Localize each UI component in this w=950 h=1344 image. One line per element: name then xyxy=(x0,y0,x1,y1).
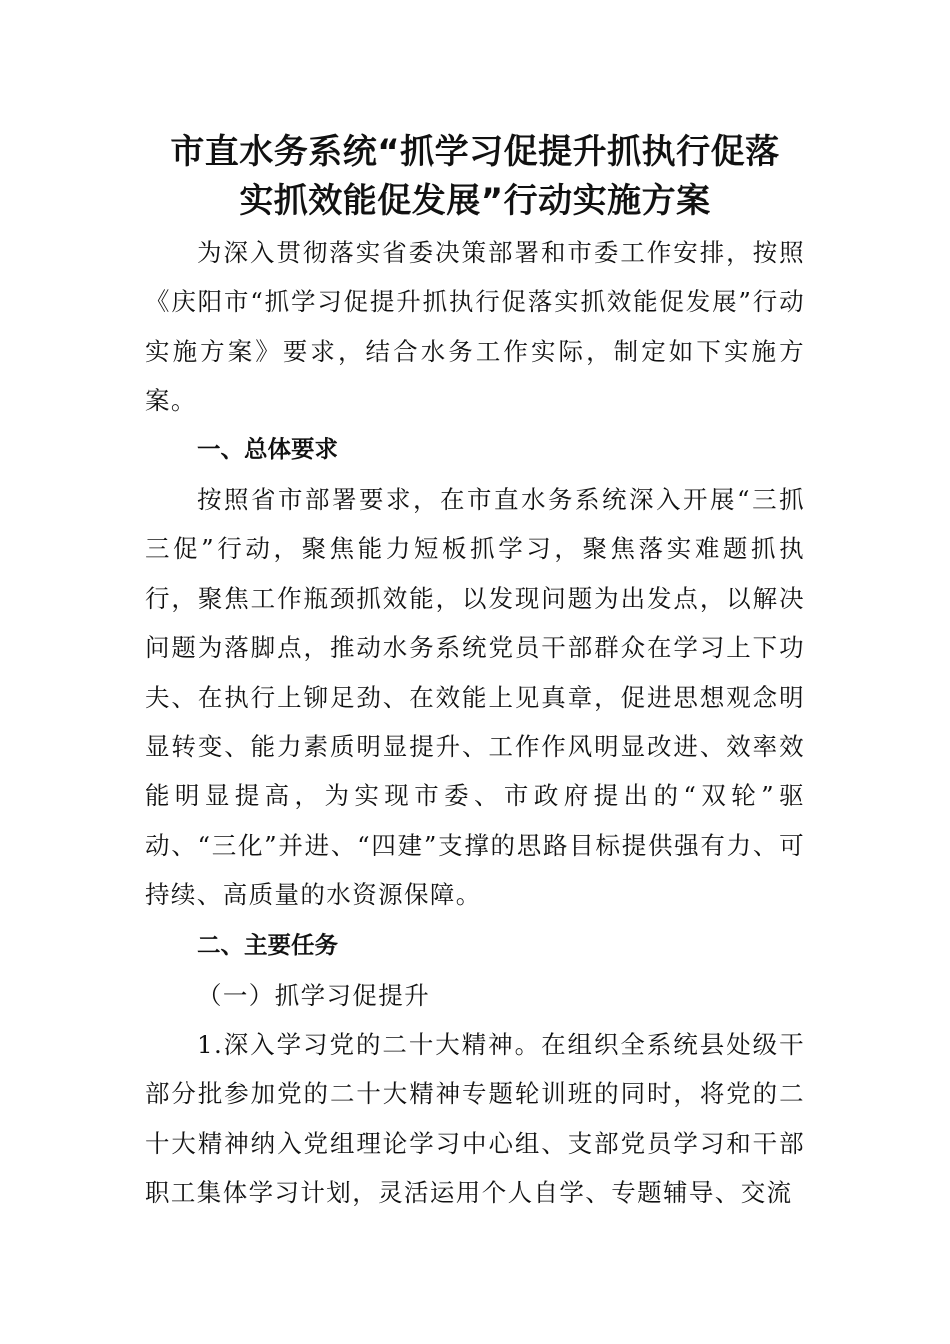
section-heading-overall-requirements: 一、总体要求 xyxy=(197,435,338,463)
document-title xyxy=(140,128,810,226)
intro-paragraph: 为深入贯彻落实省委决策部署和市委工作安排，按照《庆阳市“抓学习促提升抓执行促落实抓效能促发展”行动实施方案》要求，结合水务工作实际，制定如下实施方案。 xyxy=(145,238,805,416)
title-line-1: 市直水务系统“抓学习促提升抓执行促落 xyxy=(170,132,780,172)
title-line-2: 实抓效能促发展”行动实施方案 xyxy=(239,181,711,221)
subsection-heading-learning: （一）抓学习促提升 xyxy=(197,981,431,1010)
section-heading-main-tasks: 二、主要任务 xyxy=(197,931,338,959)
overall-requirements-paragraph: 按照省市部署要求，在市直水务系统深入开展“三抓三促”行动，聚焦能力短板抓学习，聚焦落实难题抓执行，聚焦工作瓶颈抓效能，以发现问题为出发点，以解决问题为落脚点，推动水务系统党员干部群众在学习上下功夫、在执行上铆足劲、在效能上见真章，促进思想观念明显转变、能力素质明显提升、工作作风明显改进、效率效能明显提高，为实现市委、市政府提出的“双轮”驱动、“三化”并进、“四建”支撑的思路目标提供强有力、可持续、高质量的水资源保障。 xyxy=(145,485,805,910)
item-1-paragraph: 1.深入学习党的二十大精神。在组织全系统县处级干部分批参加党的二十大精神专题轮训班的同时，将党的二十大精神纳入党组理论学习中心组、支部党员学习和干部职工集体学习计划，灵活运用个人自学、专题辅导、交流 xyxy=(145,1030,805,1208)
